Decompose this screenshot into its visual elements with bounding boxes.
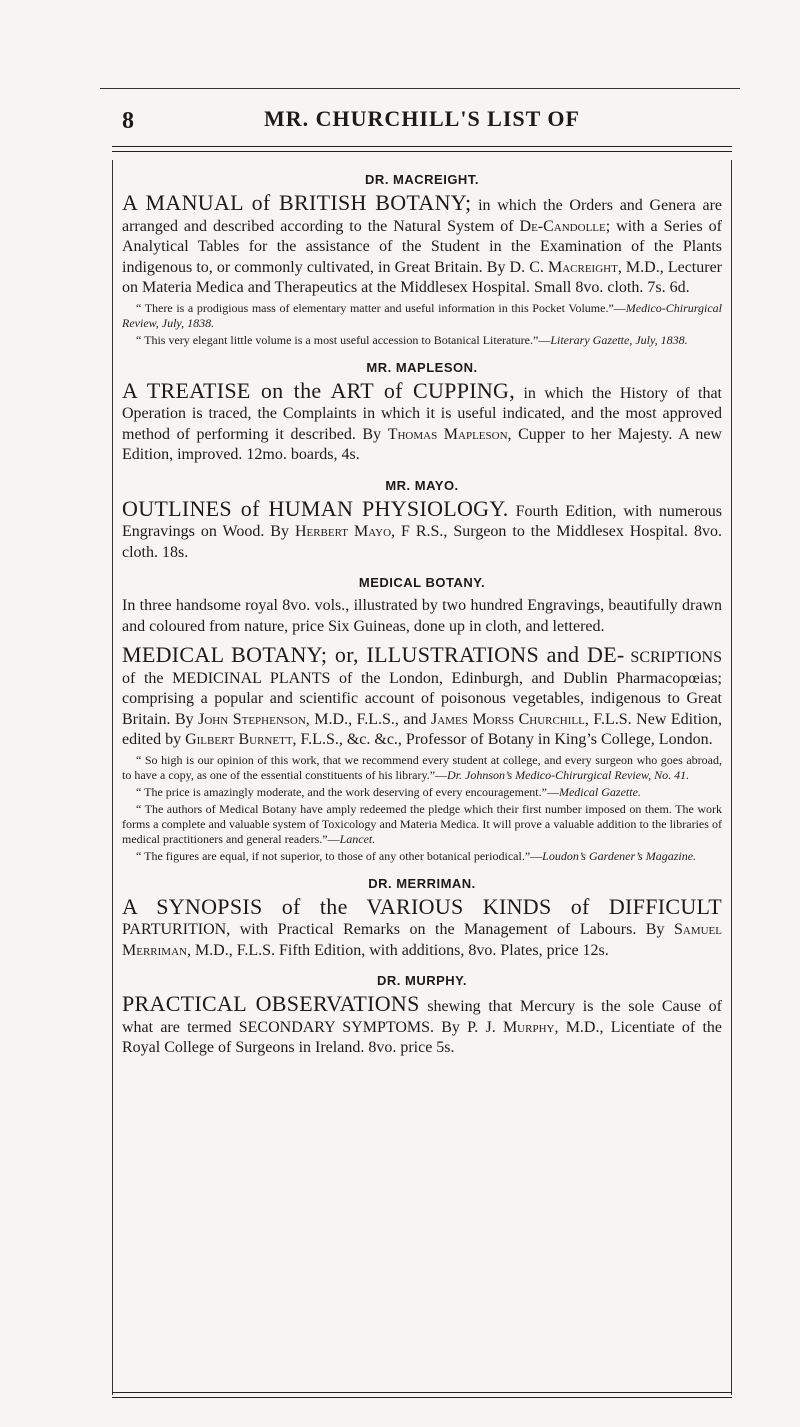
author-heading: MR. MAPLESON. <box>366 359 478 375</box>
entry-description: A SYNOPSIS of the VARIOUS KINDS of DIFFICULT PARTURITION, with Practical Remarks on the Management of Labours. By Samuel Merriman, M.D., F.L.S. Fifth Edition, with additions, 8vo. Plates, price 12s. <box>122 893 722 959</box>
author-heading: MR. MAYO. <box>385 477 459 493</box>
entry-murphy <box>122 973 722 1059</box>
entry-mapleson <box>122 360 722 466</box>
book-title: PRACTICAL OBSERVATIONS <box>122 991 420 1016</box>
top-rule <box>100 88 740 89</box>
book-title: OUTLINES of HUMAN PHYSIOLOGY. <box>122 495 509 521</box>
book-title: A TREATISE on the ART of CUPPING, <box>122 377 516 403</box>
book-title: A SYNOPSIS of the VARIOUS KINDS of DIFFICULT <box>122 893 722 919</box>
content <box>122 170 722 1071</box>
review-quote: “ There is a prodigious mass of elementary matter and useful information in this Pocket Volume.”—Medico-Chirurgical Review, July, 1838. <box>122 300 722 330</box>
entry-mayo <box>122 478 722 564</box>
review-quote: “ The authors of Medical Botany have amply redeemed the pledge which their first number imposed on them. The work forms a complete and valuable system of Toxicology and Materia Medica. It will prove a valuable addition to the libraries of medical practitioners and general readers.”—Lancet. <box>122 801 722 846</box>
author-heading: DR. MERRIMAN. <box>368 875 476 891</box>
entry-description: A MANUAL of BRITISH BOTANY; in which the Orders and Genera are arranged and described according to the Natural System of De-Candolle; with a Series of Analytical Tables for the assistance of the Student in the Examination of the Plants indigenous to, or commonly cultivated, in Great Britain. By D. C. Macreight, M.D., Lecturer on Materia Medica and Therapeutics at the Middlesex Hospital. Small 8vo. cloth. 7s. 6d. <box>122 190 723 296</box>
book-title: A MANUAL of BRITISH BOTANY; <box>122 190 472 215</box>
page-number: 8 <box>122 108 134 134</box>
footer-rule <box>112 1392 732 1393</box>
section-heading: MEDICAL BOTANY. <box>358 575 486 590</box>
entry-description: OUTLINES of HUMAN PHYSIOLOGY. Fourth Edition, with numerous Engravings on Wood. By Herbert Mayo, F R.S., Surgeon to the Middlesex Hospital. 8vo. cloth. 18s. <box>122 495 723 561</box>
header-rule <box>112 151 732 152</box>
review-quote: “ So high is our opinion of this work, that we recommend every student at college, and every surgeon who goes abroad, to have a copy, as one of the essential constituents of his library.”—Dr. Johnson’s Medico-Chirurgical Review, No. 41. <box>122 752 722 782</box>
page-header <box>112 94 732 142</box>
book-title: MEDICAL BOTANY; or, ILLUSTRATIONS and DE- <box>122 642 625 667</box>
footer-rule <box>112 1397 732 1398</box>
entry-macreight <box>122 172 722 348</box>
review-quote: “ The figures are equal, if not superior, to those of any other botanical periodical.”—Loudon’s Gardener’s Magazine. <box>136 848 697 863</box>
author-heading: DR. MURPHY. <box>376 973 467 988</box>
entry-merriman <box>122 876 722 962</box>
running-title: MR. CHURCHILL'S LIST OF <box>264 106 580 131</box>
entry-description: A TREATISE on the ART of CUPPING, in which the History of that Operation is traced, the Complaints in which it is useful indicated, and the most approved method of performing it described. By Thomas Mapleson, Cupper to her Majesty. A new Edition, improved. 12mo. boards, 4s. <box>122 377 722 463</box>
header-rule <box>112 146 732 147</box>
entry-intro: In three handsome royal 8vo. vols., illustrated by two hundred Engravings, beautifully drawn and coloured from nature, price Six Guineas, done up in cloth, and lettered. <box>122 597 722 635</box>
review-quote: “ The price is amazingly moderate, and the work deserving of every encouragement.”—Medical Gazette. <box>136 784 641 799</box>
review-quote: “ This very elegant little volume is a most useful accession to Botanical Literature.”—Literary Gazette, July, 1838. <box>136 332 688 347</box>
author-heading: DR. MACREIGHT. <box>365 172 479 187</box>
entry-description: PRACTICAL OBSERVATIONS shewing that Mercury is the sole Cause of what are termed SECONDARY SYMPTOMS. By P. J. Murphy, M.D., Licentiate of the Royal College of Surgeons in Ireland. 8vo. price 5s. <box>122 991 722 1056</box>
entry-medical-botany <box>122 575 722 864</box>
entry-description: MEDICAL BOTANY; or, ILLUSTRATIONS and DE- SCRIPTIONS of the MEDICINAL PLANTS of the London, Edinburgh, and Dublin Pharmacopœias; comprising a popular and scientific account of poisonous vegetables, indigenous to Great Britain. By John Stephenson, M.D., F.L.S., and James Morss Churchill, F.L.S. New Edition, edited by Gilbert Burnett, F.L.S., &c. &c., Professor of Botany in King’s College, London. <box>122 642 723 748</box>
